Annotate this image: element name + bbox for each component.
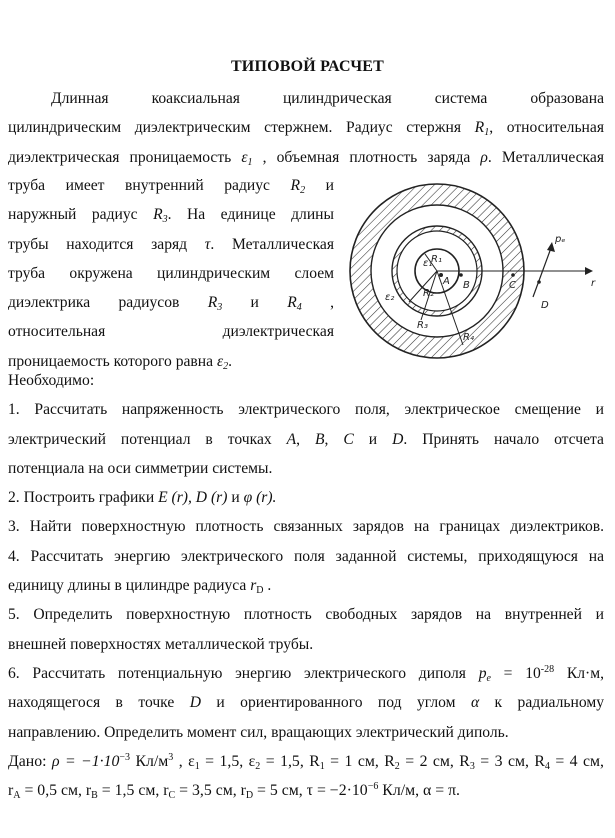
task-text: Кл·м, [554,664,605,682]
narrow-line-5 [8,288,334,317]
subscript: 2 [394,760,400,772]
symbol-R: R [153,206,163,224]
symbol-rho: ρ [480,148,488,166]
point-C [511,273,515,277]
intro-text-3d: , объемная плотность заряда [252,148,481,166]
symbol-tau: τ [204,235,211,253]
subscript: 2 [300,185,306,196]
intro-text-2d: , относительная [489,119,604,137]
narrow-line-1 [8,171,334,200]
symbol-epsilon: ε [216,352,224,370]
subscript: 2 [223,360,229,372]
task-text: = 10 [490,664,541,682]
narrow-text: проницаемость которого равна [8,352,217,370]
symbol-r: r [250,577,257,595]
task-text: направлению. Определить момент сил, вращающих электрический диполь. [8,723,509,741]
task-text: , [296,430,316,448]
given-value: = 3 см, R [474,752,545,770]
subscript-1b: 1 [247,156,253,168]
task-text: и [353,430,393,448]
given-value: = 1 см, R [324,752,395,770]
function-symbols: E (r), D (r) [158,489,228,507]
given-value: = 1,5, ε [199,752,256,770]
given-value: Кл/м [130,752,169,770]
symbol-R: R [287,294,297,312]
narrow-text: и [305,177,334,194]
subscript: 1 [194,760,200,772]
label-epsilon2: ε₂ [385,292,395,303]
subscript: 3 [162,214,168,226]
label-pe: pₑ [555,234,566,245]
given-value: r [8,782,14,800]
subscript: e [486,672,491,684]
task-2 [8,483,604,512]
function-symbols: φ (r). [243,489,277,507]
narrow-text: диэлектрика радиусов [8,294,208,312]
given-value: = 5 см, τ = −2·10 [253,782,368,800]
subscript: 4 [296,302,302,314]
label-C: C [509,280,516,291]
task-4-line-1 [8,542,604,571]
narrow-text: относительная диэлектрическая [8,323,334,341]
task-text: и ориентированного под углом [200,694,471,712]
task-text: . [263,577,272,595]
label-R3: R₃ [417,320,428,331]
subscript: D [256,585,264,597]
task-text: 2. Построить графики [8,489,159,507]
intro-text-2a: цилиндрическим диэлектрическим стержнем. Радиус стержня [8,119,475,137]
intro-paragraph [8,84,604,172]
task-text: находящегося в точке [8,694,190,712]
point-B [459,273,463,277]
label-R2: R₂ [423,288,434,299]
label-A: A [443,276,450,287]
symbol-epsilon: ε [241,148,248,166]
subscript: C [168,790,176,802]
point-symbol: C [343,430,354,448]
given-line-1 [8,747,604,776]
given-value: , ε [173,752,195,770]
task-text: 6. Рассчитать потенциальную энергию электрического диполя [8,664,479,682]
superscript: −6 [367,781,379,793]
narrow-paragraph [8,171,334,376]
given-value: = 1,5 см, r [97,782,169,800]
superscript: 3 [168,751,174,763]
subscript: 3 [217,302,223,314]
task-6-line-3 [8,718,604,747]
intro-line-3 [8,143,604,172]
intro-line-2 [8,113,604,142]
subscript: 3 [469,760,475,772]
task-text: внешней поверхностях металлической трубы. [8,635,314,653]
task-6-line-1 [8,659,604,688]
dipole-pe-arrowhead [547,242,555,252]
given-value: ρ = −1·10 [51,752,120,770]
label-R1: R₁ [431,254,442,265]
label-R4: R₄ [463,332,474,343]
task-text: 5. Определить поверхностную плотность свободных зарядов на внутренней и [8,606,604,624]
label-D: D [541,300,549,311]
subscript: A [13,790,21,802]
task-text: 3. Найти поверхностную плотность связанных зарядов на границах диэлектриков. [8,518,604,536]
task-5-line-2 [8,630,604,659]
given-value: = 2 см, R [399,752,470,770]
intro-text-3f: . Металлическая [487,148,604,166]
task-text: электрический потенциал в точках [8,430,287,448]
tasks-heading [8,366,604,395]
given-value: = 4 см, [549,752,604,770]
task-text: , [324,430,344,448]
subscript: D [245,790,254,802]
subscript: 2 [255,760,261,772]
intro-line-1 [8,84,604,113]
narrow-line-3 [8,230,334,259]
task-text: . Принять начало отсчета [403,430,604,448]
task-1-line-2 [8,425,604,454]
narrow-text: труба имеет внутренний радиус [8,177,291,194]
narrow-text: . [228,352,233,370]
task-1-line-3 [8,454,604,483]
symbol-alpha: α [470,694,480,712]
symbol-R: R [290,177,301,194]
symbol-R: R [207,294,218,312]
given-value: = 3,5 см, r [175,782,246,800]
symbol-R: R [474,119,485,137]
narrow-line-4 [8,259,334,288]
task-text: к радиальному [479,694,604,712]
dipole-pe-arrow [533,248,551,297]
point-D [537,280,541,284]
tasks-heading-text: Необходимо: [8,372,95,389]
narrow-text: и [222,294,288,312]
given-value: Кл/м, α = π. [378,782,460,800]
tasks-section [8,366,604,805]
task-6-line-2 [8,688,604,717]
label-r: r [591,278,596,289]
intro-text-3a: диэлектрическая проницаемость [8,148,242,166]
page-title: ТИПОВОЙ РАСЧЕТ [230,58,385,75]
subscript: 4 [544,760,550,772]
label-B: B [463,280,470,291]
task-text: и [227,489,244,507]
point-symbol: A [286,430,297,448]
r-axis-arrowhead [585,267,593,275]
task-text: потенциала на оси симметрии системы. [8,459,273,477]
narrow-text: , [301,294,334,312]
point-symbol: D [189,694,201,712]
narrow-text: . На единице длины [167,206,334,224]
task-text: единицу длины в цилиндре радиуса [8,577,251,595]
task-4-line-2 [8,571,604,600]
subscript: 1 [319,760,325,772]
superscript: -28 [540,663,555,675]
subscript: B [91,790,98,802]
given-value: = 0,5 см, r [20,782,92,800]
label-epsilon1: ε₁ [423,258,433,269]
task-5-line-1 [8,600,604,629]
given-line-2 [8,776,604,805]
given-value: = 1,5, R [260,752,320,770]
superscript: −3 [119,751,131,763]
narrow-line-2 [8,200,334,229]
task-text: 1. Рассчитать напряженность электрического поля, электрическое смещение и [8,401,604,419]
symbol-p: p [478,664,487,682]
narrow-text: наружный радиус [8,206,154,224]
narrow-text: труба окружена цилиндрическим слоем [8,264,334,282]
task-text: 4. Рассчитать энергию электрического поля заданной системы, приходящуюся на [8,547,604,565]
point-symbol: D [392,430,404,448]
task-3 [8,512,604,541]
given-label: Дано: [8,752,52,770]
narrow-text: трубы находится заряд [8,235,205,253]
coaxial-cylinder-figure [345,172,607,364]
point-symbol: B [315,430,325,448]
intro-text-1: Длинная коаксиальная цилиндрическая система образована [51,90,604,107]
narrow-line-6 [8,317,334,346]
subscript-1: 1 [484,127,490,139]
narrow-text: . Металлическая [210,235,334,253]
task-1-line-1 [8,395,604,424]
